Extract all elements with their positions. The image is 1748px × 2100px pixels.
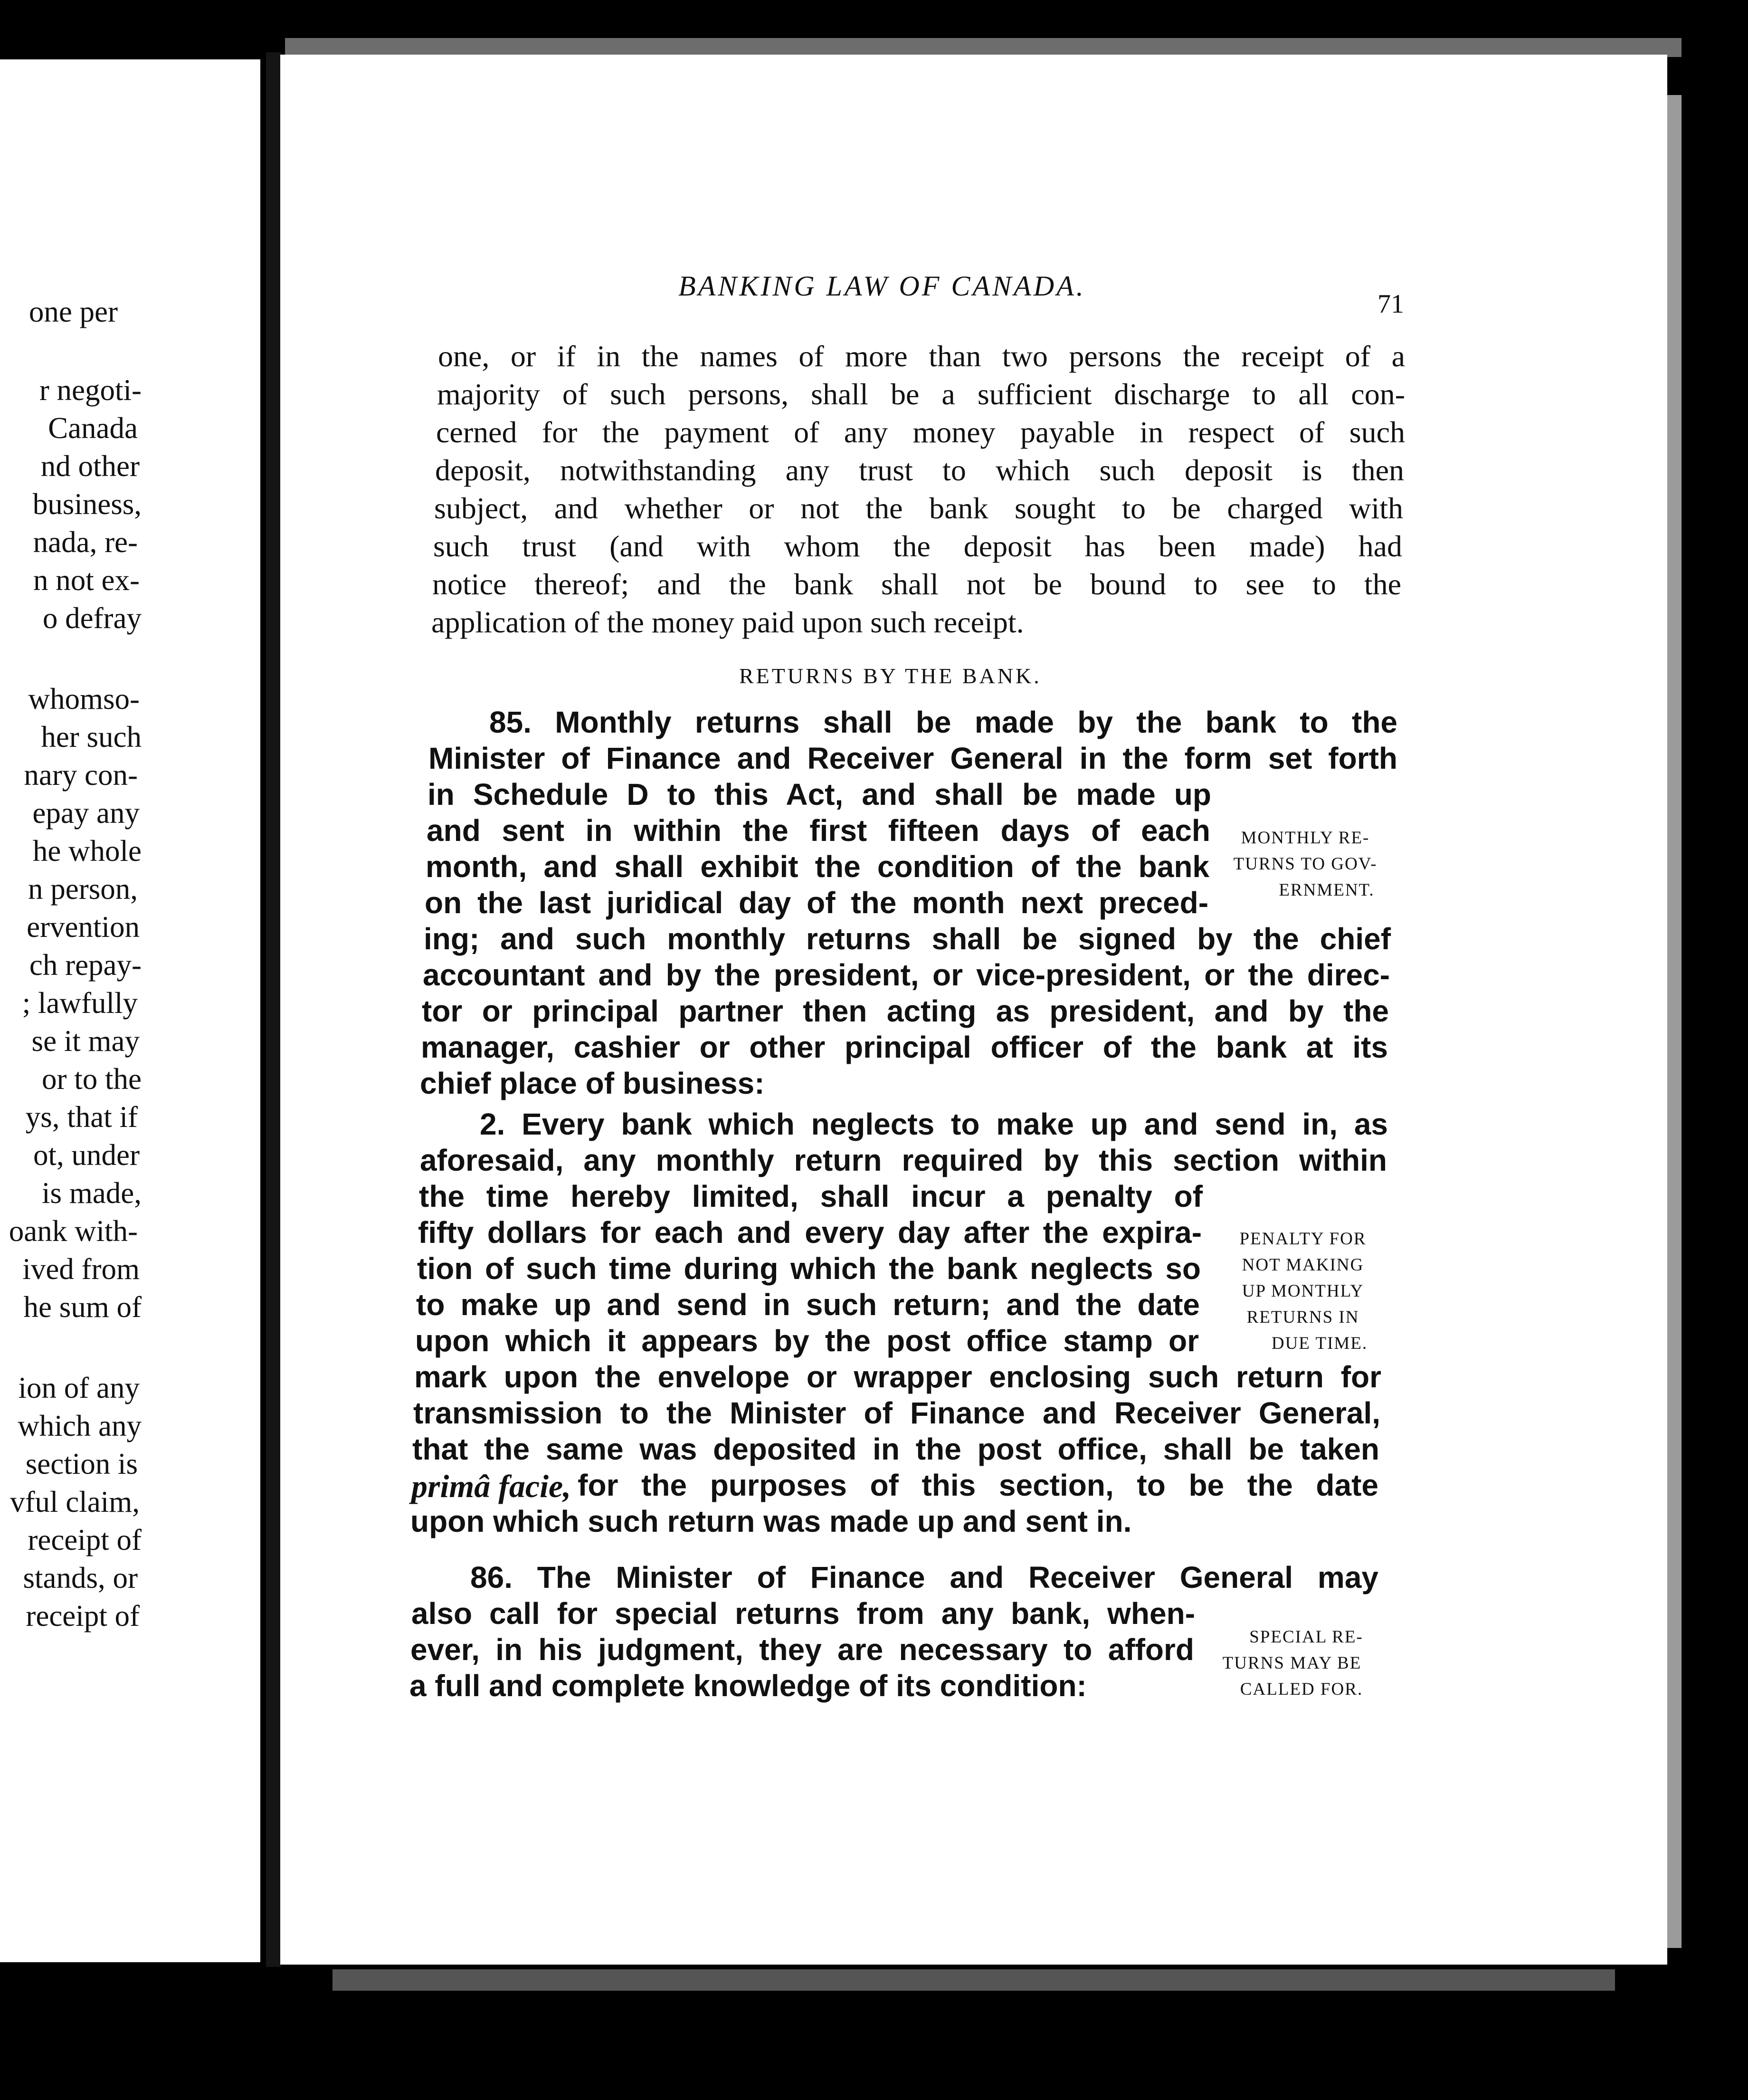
left-page-line: ; lawfully <box>22 986 138 1020</box>
left-page-line: ervention <box>27 910 140 944</box>
left-page-line: epay any <box>32 796 140 830</box>
section-85-2-line: the time hereby limited, shall incur a penalty of <box>419 1179 1203 1213</box>
section-85-2-line-rest: for the purposes of this section, to be the date <box>578 1468 1378 1502</box>
section-85-2-line: aforesaid, any monthly return required by this section within <box>420 1143 1387 1177</box>
left-page-line: section is <box>25 1447 138 1480</box>
left-page-line: stands, or <box>23 1561 138 1594</box>
top-paragraph-line: application of the money paid upon such receipt. <box>431 605 1024 639</box>
margin-note-line: PENALTY FOR <box>1239 1229 1367 1249</box>
section-85-line: month, and shall exhibit the condition of the bank <box>426 850 1209 884</box>
left-page-line: receipt of <box>26 1599 140 1632</box>
margin-note-line: DUE TIME. <box>1271 1334 1368 1353</box>
section-85-line: Minister of Finance and Receiver General in the form set forth <box>428 741 1397 775</box>
left-page-line: ion of any <box>18 1371 140 1404</box>
left-page-line: business, <box>32 487 142 521</box>
section-85-2-line: fifty dollars for each and every day after the expira- <box>418 1215 1202 1250</box>
left-page-line: receipt of <box>28 1523 142 1556</box>
left-page-line: her such <box>41 720 142 754</box>
section-85-2-line: that the same was deposited in the post office, shall be taken <box>412 1432 1379 1466</box>
margin-note-line: TURNS TO GOV- <box>1233 854 1378 874</box>
margin-note-line: SPECIAL RE- <box>1249 1627 1363 1647</box>
margin-note-line: CALLED FOR. <box>1240 1680 1363 1699</box>
section-85-line: in Schedule D to this Act, and shall be made up <box>428 777 1211 811</box>
page-number: 71 <box>1378 289 1404 319</box>
section-85-line: tor or principal partner then acting as president, and by the <box>422 994 1389 1028</box>
left-page-line: is made, <box>42 1176 142 1210</box>
margin-note-line: NOT MAKING <box>1242 1255 1364 1275</box>
left-page-line: nada, re- <box>33 525 138 559</box>
top-paragraph-line: such trust (and with whom the deposit has been made) had <box>433 529 1402 563</box>
left-page-line: he sum of <box>23 1290 142 1324</box>
left-page-line: oank with- <box>9 1214 138 1248</box>
left-page-line: r negoti- <box>39 373 142 407</box>
left-page-line: ot, under <box>33 1138 140 1172</box>
section-85-line: chief place of business: <box>420 1066 765 1100</box>
left-page-line: n person, <box>28 872 138 906</box>
section-85-2-line: transmission to the Minister of Finance and Receiver General, <box>413 1396 1380 1430</box>
left-page-line: or to the <box>42 1062 142 1096</box>
left-page-line: which any <box>18 1409 142 1442</box>
left-page-line: Canada <box>48 411 138 445</box>
section-85-2-line: tion of such time during which the bank neglects so <box>417 1251 1201 1286</box>
section-86-line: also call for special returns from any bank, when- <box>411 1596 1195 1631</box>
section-heading: RETURNS BY THE BANK. <box>739 664 1042 688</box>
left-page-fragment <box>0 59 260 1962</box>
section-85-2-line: upon which it appears by the post office stamp or <box>415 1324 1199 1358</box>
margin-note-line: RETURNS IN <box>1246 1308 1359 1327</box>
left-page-line: ived from <box>22 1252 140 1286</box>
left-page-line: nary con- <box>24 758 138 792</box>
top-paragraph-line: deposit, notwithstanding any trust to which such deposit is then <box>435 453 1404 487</box>
top-paragraph-line: cerned for the payment of any money payable in respect of such <box>436 415 1405 449</box>
section-85-line: manager, cashier or other principal officer of the bank at its <box>421 1030 1388 1064</box>
left-page-line: he whole <box>32 834 142 868</box>
margin-note-line: MONTHLY RE- <box>1241 828 1370 848</box>
section-85-line: 85. Monthly returns shall be made by the bank to the <box>489 705 1397 739</box>
section-85-2-line: upon which such return was made up and sent in. <box>410 1504 1132 1538</box>
top-paragraph-line: subject, and whether or not the bank sought to be charged with <box>434 491 1403 525</box>
margin-note-line: TURNS MAY BE <box>1222 1653 1362 1673</box>
section-85-line: accountant and by the president, or vice-president, or the direc- <box>423 958 1390 992</box>
margin-note-line: UP MONTHLY <box>1242 1281 1364 1301</box>
left-page-line: ch repay- <box>29 948 142 982</box>
running-title: BANKING LAW OF CANADA. <box>678 270 1086 302</box>
left-page-line: vful claim, <box>10 1485 140 1518</box>
section-85-line: and sent in within the first fifteen days of each <box>427 813 1210 848</box>
book-edge-bottom <box>332 1969 1615 1991</box>
top-paragraph-line: one, or if in the names of more than two persons the receipt of a <box>438 339 1405 373</box>
book-edge-top <box>285 38 1682 57</box>
section-85-2-line: 2. Every bank which neglects to make up and send in, as <box>480 1107 1388 1141</box>
book-spine <box>266 52 281 1967</box>
section-85-line: on the last juridical day of the month next preced- <box>425 886 1208 920</box>
prima-facie-italic: primâ facie, <box>411 1468 571 1504</box>
top-paragraph-line: notice thereof; and the bank shall not be bound to see to the <box>432 567 1401 601</box>
section-86-line: ever, in his judgment, they are necessary to afford <box>410 1632 1194 1667</box>
left-page-line: ys, that if <box>25 1100 138 1134</box>
section-86-line: a full and complete knowledge of its condition: <box>409 1669 1087 1703</box>
left-page-line: n not ex- <box>33 563 140 597</box>
left-page-line: one per <box>28 295 118 328</box>
left-page-line: nd other <box>40 449 140 483</box>
margin-note-line: ERNMENT. <box>1279 880 1375 900</box>
section-85-line: ing; and such monthly returns shall be signed by the chief <box>424 922 1391 956</box>
top-paragraph-line: majority of such persons, shall be a sufficient discharge to all con- <box>437 377 1405 411</box>
section-86-line: 86. The Minister of Finance and Receiver General may <box>470 1560 1378 1594</box>
right-page <box>280 55 1667 1965</box>
left-page-line: se it may <box>31 1024 140 1058</box>
section-85-2-line: mark upon the envelope or wrapper enclosing such return for <box>414 1360 1381 1394</box>
left-page-line: o defray <box>42 601 142 635</box>
left-page-line: whomso- <box>28 682 140 716</box>
section-85-2-line: to make up and send in such return; and the date <box>416 1288 1200 1322</box>
